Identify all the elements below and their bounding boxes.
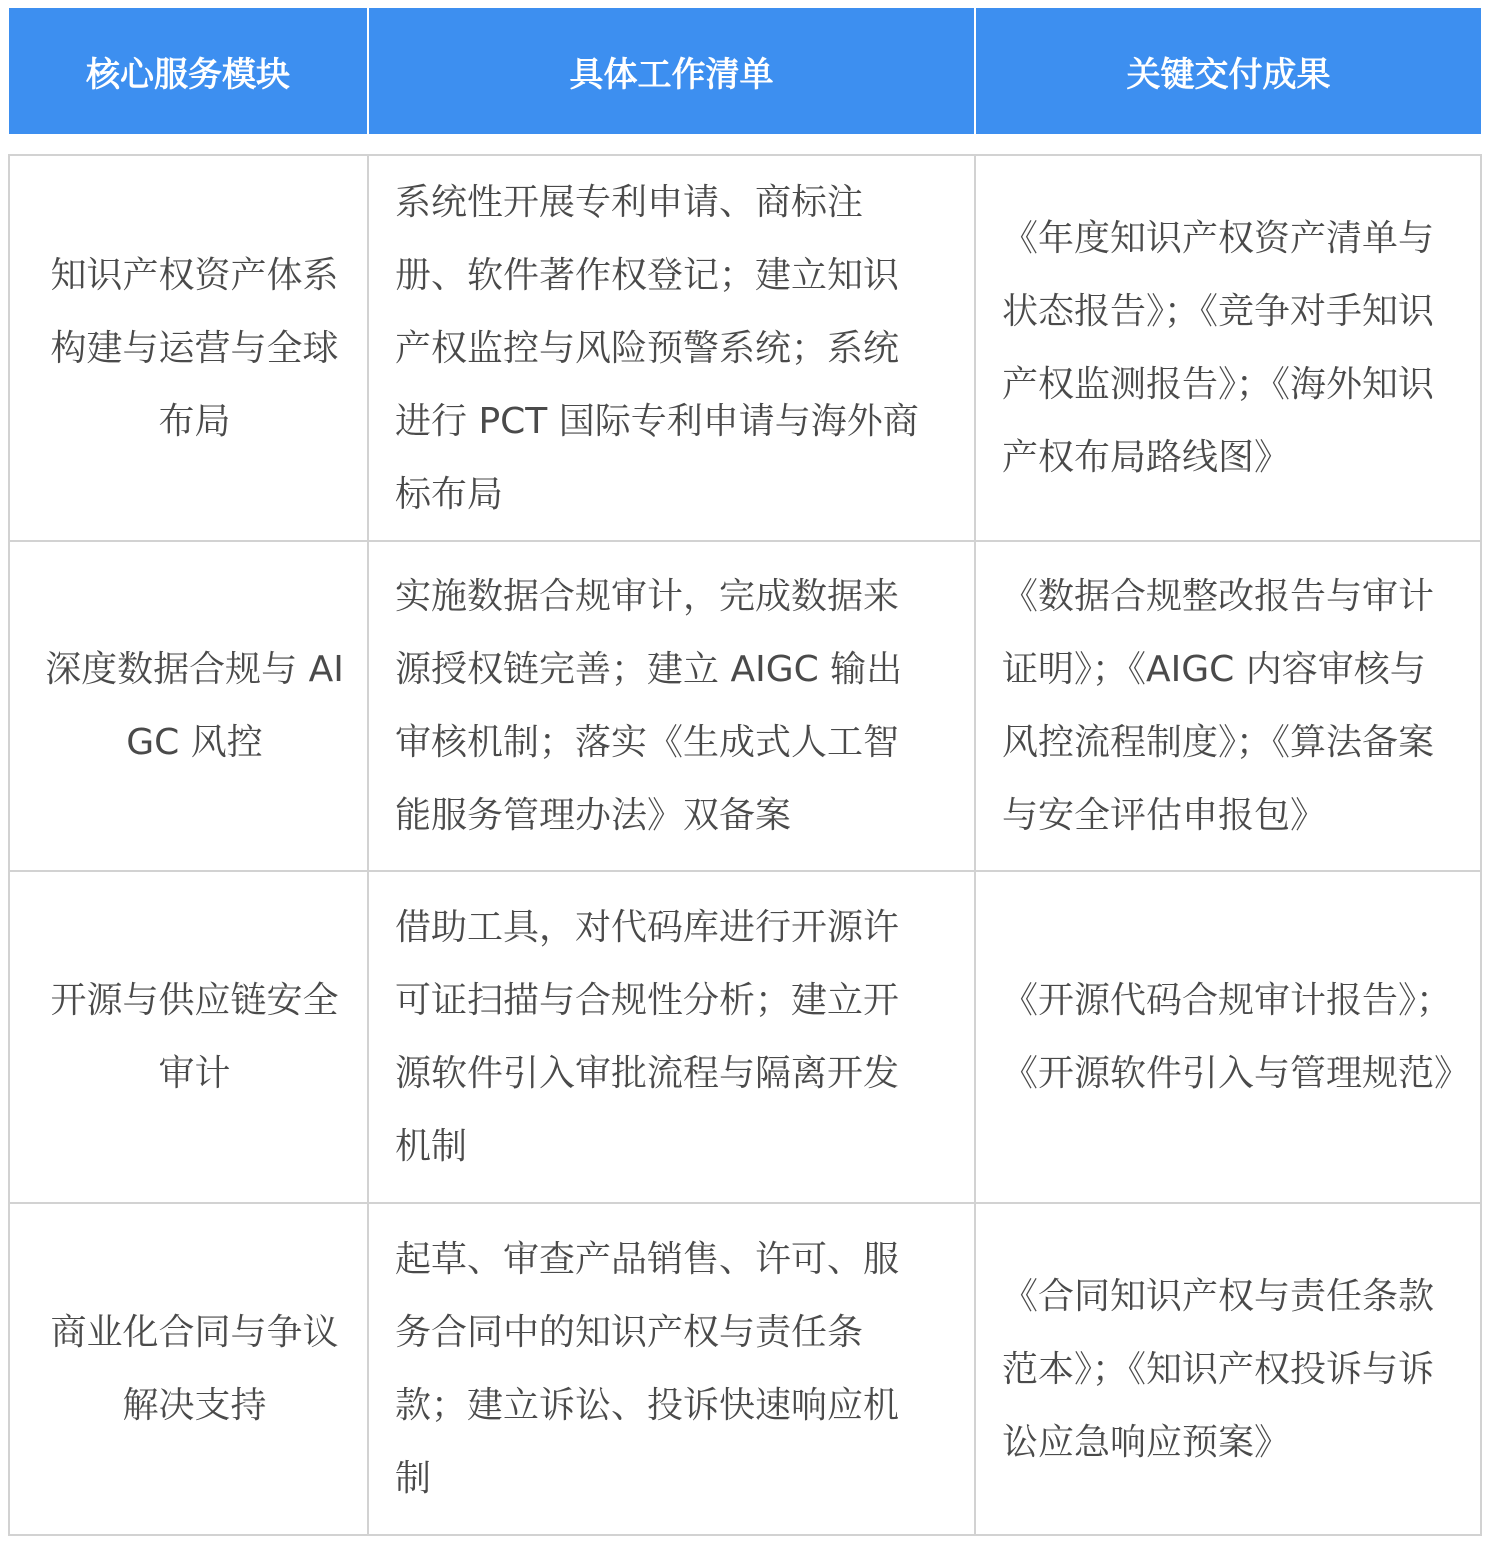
table-row (9, 1203, 1481, 1535)
table-header (9, 8, 1481, 134)
tasks-cell: 系统性开展专利申请、商标注册、软件著作权登记；建立知识产权监控与风险预警系统；系统进行 PCT 国际专利申请与海外商标布局 (368, 155, 975, 541)
tasks-cell: 实施数据合规审计，完成数据来源授权链完善；建立 AIGC 输出审核机制；落实《生成式人工智能服务管理办法》双备案 (368, 541, 975, 871)
module-cell: 知识产权资产体系构建与运营与全球布局 (9, 155, 368, 541)
header-gap-cell (9, 134, 1481, 155)
header-deliverables: 关键交付成果 (975, 8, 1481, 134)
header-task-list: 具体工作清单 (368, 8, 975, 134)
table-row (9, 541, 1481, 871)
header-gap (9, 134, 1481, 155)
table-body (9, 134, 1481, 1535)
module-cell: 商业化合同与争议解决支持 (9, 1203, 368, 1535)
module-cell: 深度数据合规与 AIGC 风控 (9, 541, 368, 871)
header-row (9, 8, 1481, 134)
deliverables-cell: 《数据合规整改报告与审计证明》；《AIGC 内容审核与风控流程制度》；《算法备案与安全评估申报包》 (975, 541, 1481, 871)
header-core-module: 核心服务模块 (9, 8, 368, 134)
deliverables-cell: 《开源代码合规审计报告》；《开源软件引入与管理规范》 (975, 871, 1481, 1203)
module-cell: 开源与供应链安全审计 (9, 871, 368, 1203)
service-table-container (8, 8, 1480, 1536)
tasks-cell: 借助工具，对代码库进行开源许可证扫描与合规性分析；建立开源软件引入审批流程与隔离开发机制 (368, 871, 975, 1203)
tasks-cell: 起草、审查产品销售、许可、服务合同中的知识产权与责任条款；建立诉讼、投诉快速响应机制 (368, 1203, 975, 1535)
deliverables-cell: 《合同知识产权与责任条款范本》；《知识产权投诉与诉讼应急响应预案》 (975, 1203, 1481, 1535)
service-table (8, 8, 1482, 1536)
table-row (9, 155, 1481, 541)
deliverables-cell: 《年度知识产权资产清单与状态报告》；《竞争对手知识产权监测报告》；《海外知识产权布局路线图》 (975, 155, 1481, 541)
table-row (9, 871, 1481, 1203)
